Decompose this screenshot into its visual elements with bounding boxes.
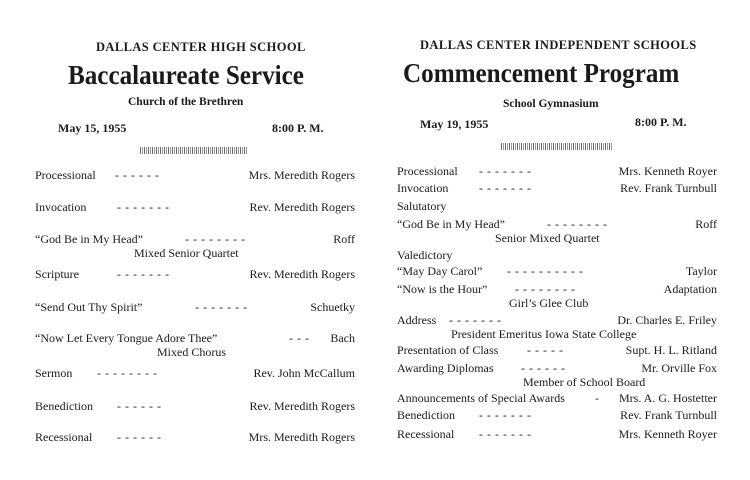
item-label: Recessional	[35, 430, 93, 444]
item-performer: Dr. Charles E. Friley	[617, 313, 717, 327]
item-label: Benediction	[35, 399, 93, 413]
item-performer: Rev. Frank Turnbull	[620, 181, 717, 195]
program-time: 8:00 P. M.	[635, 115, 687, 129]
item-leader: - - - - - - - -	[547, 217, 608, 231]
program-title: Commencement Program	[403, 58, 680, 88]
item-label: Salutatory	[397, 199, 447, 213]
item-leader: - - -	[289, 331, 310, 345]
item-label: Presentation of Class	[397, 343, 499, 357]
item-label: Awarding Diplomas	[397, 361, 494, 375]
item-subtitle: President Emeritus Iowa State College	[451, 327, 637, 341]
item-leader: - - - - - - -	[449, 313, 502, 327]
ornament-divider	[140, 147, 248, 154]
item-performer: Mrs. Kenneth Royer	[618, 427, 717, 441]
item-leader: - - - - - - - - - -	[507, 264, 584, 278]
item-leader: - - - - - -	[115, 168, 160, 182]
item-leader: - - - - - - -	[117, 200, 170, 214]
school-name: DALLAS CENTER HIGH SCHOOL	[96, 40, 306, 54]
item-leader: - - - - - - -	[479, 408, 532, 422]
program-title: Baccalaureate Service	[68, 60, 304, 90]
school-name: DALLAS CENTER INDEPENDENT SCHOOLS	[420, 38, 697, 52]
item-performer: Rev. Meredith Rogers	[249, 399, 355, 413]
item-label: Processional	[35, 168, 96, 182]
item-subtitle: Mixed Chorus	[157, 345, 226, 359]
item-label: “God Be in My Head”	[35, 232, 143, 246]
item-performer: Roff	[333, 232, 355, 246]
item-leader: -	[595, 391, 600, 405]
item-performer: Mrs. Meredith Rogers	[248, 168, 355, 182]
item-performer: Rev. Meredith Rogers	[249, 267, 355, 281]
item-label: Address	[397, 313, 437, 327]
item-label: Valedictory	[397, 248, 453, 262]
item-leader: - - - - - - -	[117, 267, 170, 281]
item-performer: Rev. Frank Turnbull	[620, 408, 717, 422]
item-subtitle: Mixed Senior Quartet	[134, 246, 239, 260]
item-label: Scripture	[35, 267, 79, 281]
item-label: Recessional	[397, 427, 455, 441]
item-performer: Roff	[695, 217, 717, 231]
item-performer: Supt. H. L. Ritland	[625, 343, 717, 357]
item-label: Benediction	[397, 408, 455, 422]
item-label: Invocation	[397, 181, 449, 195]
ornament-divider	[501, 143, 613, 150]
item-label: Announcements of Special Awards	[397, 391, 565, 405]
item-leader: - - - - - -	[521, 361, 566, 375]
item-performer: Mrs. A. G. Hostetter	[619, 391, 717, 405]
item-leader: - - - - -	[527, 343, 564, 357]
item-leader: - - - - - - -	[479, 164, 532, 178]
item-leader: - - - - - -	[117, 430, 162, 444]
item-leader: - - - - - - - -	[515, 282, 576, 296]
item-performer: Rev. Meredith Rogers	[249, 200, 355, 214]
venue: Church of the Brethren	[128, 96, 244, 108]
item-subtitle: Girl’s Glee Club	[509, 296, 589, 310]
item-performer: Mr. Orville Fox	[641, 361, 717, 375]
commencement-program	[375, 0, 750, 480]
item-label: “Now is the Hour”	[397, 282, 488, 296]
item-performer: Mrs. Meredith Rogers	[248, 430, 355, 444]
item-performer: Schuetky	[310, 300, 355, 314]
item-label: Invocation	[35, 200, 87, 214]
venue: School Gymnasium	[503, 98, 599, 110]
item-label: “May Day Carol”	[397, 264, 483, 278]
item-performer: Mrs. Kenneth Royer	[618, 164, 717, 178]
program-date: May 15, 1955	[58, 121, 127, 135]
item-label: “God Be in My Head”	[397, 217, 505, 231]
program-date: May 19, 1955	[420, 117, 489, 131]
item-leader: - - - - - - - -	[185, 232, 246, 246]
item-performer: Adaptation	[663, 282, 717, 296]
program-time: 8:00 P. M.	[272, 121, 324, 135]
item-leader: - - - - - - -	[479, 427, 532, 441]
item-performer: Taylor	[685, 264, 717, 278]
item-leader: - - - - - -	[117, 399, 162, 413]
item-performer: Bach	[330, 331, 355, 345]
item-subtitle: Senior Mixed Quartet	[495, 231, 600, 245]
item-label: Sermon	[35, 366, 73, 380]
item-subtitle: Member of School Board	[523, 375, 646, 389]
item-label: “Now Let Every Tongue Adore Thee”	[35, 331, 218, 345]
item-leader: - - - - - - -	[479, 181, 532, 195]
item-label: “Send Out Thy Spirit”	[35, 300, 143, 314]
item-leader: - - - - - - -	[195, 300, 248, 314]
item-label: Processional	[397, 164, 458, 178]
item-leader: - - - - - - - -	[97, 366, 158, 380]
item-performer: Rev. John McCallum	[253, 366, 355, 380]
